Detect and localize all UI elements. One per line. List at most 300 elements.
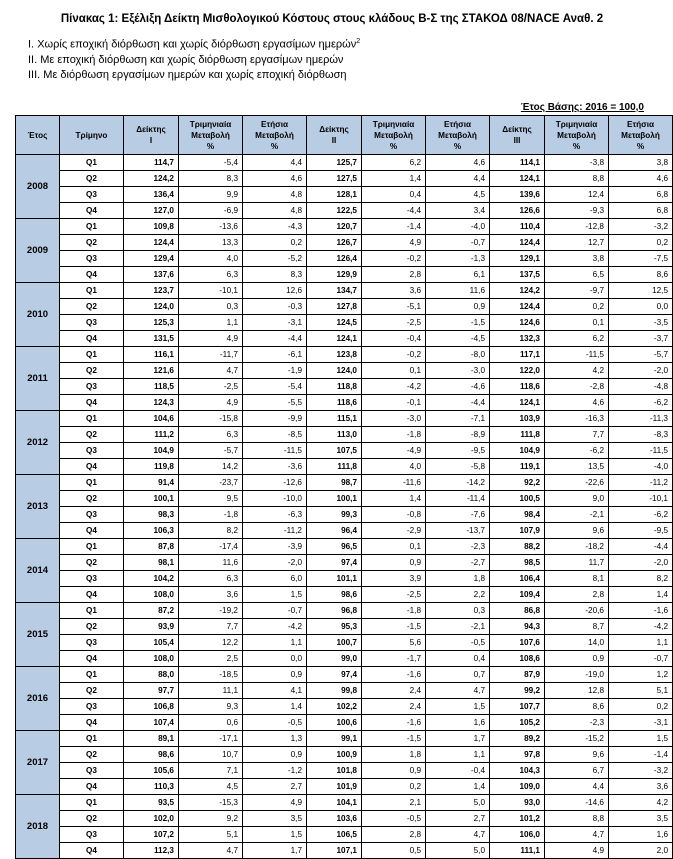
quarterly-change-1-cell: -10,1	[179, 283, 243, 299]
index-1-cell: 87,2	[124, 603, 179, 619]
table-row	[16, 843, 673, 859]
index-2-cell: 123,8	[307, 347, 362, 363]
index-3-cell: 129,1	[490, 251, 545, 267]
quarter-cell: Q1	[60, 795, 124, 811]
quarterly-change-1-cell: 9,3	[179, 699, 243, 715]
quarterly-change-1-cell: 7,1	[179, 763, 243, 779]
quarterly-change-3-cell: 0,1	[545, 315, 609, 331]
year-cell: 2015	[16, 603, 60, 667]
quarter-cell: Q4	[60, 715, 124, 731]
index-3-cell: 92,2	[490, 475, 545, 491]
quarterly-change-2-cell: -1,8	[362, 427, 426, 443]
quarter-cell: Q2	[60, 747, 124, 763]
index-3-cell: 104,9	[490, 443, 545, 459]
annual-change-3-cell: -6,2	[609, 395, 673, 411]
base-year-label: Έτος Βάσης: 2016 = 100,0	[520, 102, 644, 113]
annual-change-2-cell: 4,7	[426, 827, 490, 843]
quarter-cell: Q1	[60, 283, 124, 299]
index-3-cell: 106,0	[490, 827, 545, 843]
index-2-cell: 96,8	[307, 603, 362, 619]
quarter-cell: Q2	[60, 363, 124, 379]
annual-change-2-cell: 3,4	[426, 203, 490, 219]
annual-change-1-cell: -6,3	[243, 507, 307, 523]
index-2-cell: 98,7	[307, 475, 362, 491]
quarterly-change-2-cell: 0,5	[362, 843, 426, 859]
quarterly-change-3-cell: 6,2	[545, 331, 609, 347]
quarterly-change-1-cell: -18,5	[179, 667, 243, 683]
index-3-cell: 93,0	[490, 795, 545, 811]
quarterly-change-3-cell: 12,4	[545, 187, 609, 203]
quarter-cell: Q2	[60, 235, 124, 251]
quarter-cell: Q4	[60, 651, 124, 667]
header-annual-change-2: Ετήσια Μεταβολή %	[426, 116, 490, 155]
index-3-cell: 124,1	[490, 395, 545, 411]
quarterly-change-2-cell: 3,9	[362, 571, 426, 587]
quarter-cell: Q3	[60, 635, 124, 651]
index-2-cell: 106,5	[307, 827, 362, 843]
index-2-cell: 129,9	[307, 267, 362, 283]
annual-change-1-cell: -4,3	[243, 219, 307, 235]
table-row	[16, 667, 673, 683]
index-1-cell: 97,7	[124, 683, 179, 699]
index-3-cell: 101,2	[490, 811, 545, 827]
year-cell: 2011	[16, 347, 60, 411]
annual-change-2-cell: 4,6	[426, 155, 490, 171]
quarterly-change-3-cell: 8,8	[545, 171, 609, 187]
annual-change-1-cell: 8,3	[243, 267, 307, 283]
index-2-cell: 103,6	[307, 811, 362, 827]
index-3-cell: 87,9	[490, 667, 545, 683]
quarterly-change-3-cell: -6,2	[545, 443, 609, 459]
table-row	[16, 283, 673, 299]
annual-change-1-cell: -1,2	[243, 763, 307, 779]
annual-change-3-cell: 0,2	[609, 235, 673, 251]
annual-change-1-cell: -10,0	[243, 491, 307, 507]
quarterly-change-3-cell: -22,6	[545, 475, 609, 491]
quarterly-change-3-cell: 8,7	[545, 619, 609, 635]
quarter-cell: Q3	[60, 315, 124, 331]
index-3-cell: 139,6	[490, 187, 545, 203]
quarter-cell: Q3	[60, 571, 124, 587]
quarter-cell: Q4	[60, 267, 124, 283]
index-3-cell: 109,4	[490, 587, 545, 603]
quarterly-change-2-cell: -0,2	[362, 251, 426, 267]
table-row	[16, 155, 673, 171]
table-row	[16, 331, 673, 347]
annual-change-3-cell: -2,0	[609, 555, 673, 571]
index-2-cell: 96,5	[307, 539, 362, 555]
quarterly-change-2-cell: -0,8	[362, 507, 426, 523]
annual-change-2-cell: 1,7	[426, 731, 490, 747]
annual-change-2-cell: -8,0	[426, 347, 490, 363]
index-1-cell: 123,7	[124, 283, 179, 299]
quarterly-change-1-cell: 13,3	[179, 235, 243, 251]
annual-change-3-cell: -5,7	[609, 347, 673, 363]
annual-change-3-cell: 1,1	[609, 635, 673, 651]
quarterly-change-3-cell: -2,1	[545, 507, 609, 523]
annual-change-3-cell: 5,1	[609, 683, 673, 699]
annual-change-3-cell: -0,7	[609, 651, 673, 667]
annual-change-2-cell: 1,4	[426, 779, 490, 795]
table-row	[16, 443, 673, 459]
index-2-cell: 99,1	[307, 731, 362, 747]
table-row	[16, 651, 673, 667]
index-3-cell: 86,8	[490, 603, 545, 619]
annual-change-1-cell: 4,4	[243, 155, 307, 171]
annual-change-1-cell: 1,5	[243, 827, 307, 843]
table-row	[16, 795, 673, 811]
header-row	[16, 116, 673, 155]
index-2-cell: 124,1	[307, 331, 362, 347]
quarterly-change-1-cell: -13,6	[179, 219, 243, 235]
annual-change-3-cell: -11,2	[609, 475, 673, 491]
table-row	[16, 347, 673, 363]
header-quarterly-change-2: Τριμηνιαία Μεταβολή %	[362, 116, 426, 155]
table-row	[16, 203, 673, 219]
note-item	[28, 34, 360, 53]
annual-change-2-cell: -4,6	[426, 379, 490, 395]
quarterly-change-1-cell: -2,5	[179, 379, 243, 395]
annual-change-3-cell: -3,2	[609, 219, 673, 235]
quarter-cell: Q2	[60, 619, 124, 635]
index-1-cell: 105,6	[124, 763, 179, 779]
table-row	[16, 779, 673, 795]
annual-change-2-cell: 2,2	[426, 587, 490, 603]
index-2-cell: 127,8	[307, 299, 362, 315]
quarterly-change-2-cell: -2,5	[362, 587, 426, 603]
quarterly-change-3-cell: 13,5	[545, 459, 609, 475]
quarterly-change-3-cell: 6,5	[545, 267, 609, 283]
quarter-cell: Q4	[60, 843, 124, 859]
index-1-cell: 87,8	[124, 539, 179, 555]
table-row	[16, 171, 673, 187]
index-1-cell: 91,4	[124, 475, 179, 491]
table-row	[16, 555, 673, 571]
table-row	[16, 683, 673, 699]
quarterly-change-1-cell: 9,9	[179, 187, 243, 203]
year-cell: 2017	[16, 731, 60, 795]
quarterly-change-2-cell: 2,4	[362, 699, 426, 715]
quarterly-change-3-cell: 8,1	[545, 571, 609, 587]
index-3-cell: 100,5	[490, 491, 545, 507]
header-annual-change-1: Ετήσια Μεταβολή %	[243, 116, 307, 155]
quarterly-change-1-cell: 8,3	[179, 171, 243, 187]
quarterly-change-1-cell: -6,9	[179, 203, 243, 219]
annual-change-2-cell: 1,5	[426, 699, 490, 715]
year-cell: 2018	[16, 795, 60, 859]
quarterly-change-2-cell: -1,8	[362, 603, 426, 619]
index-1-cell: 129,4	[124, 251, 179, 267]
annual-change-3-cell: 12,5	[609, 283, 673, 299]
index-1-cell: 112,3	[124, 843, 179, 859]
quarterly-change-2-cell: -1,5	[362, 731, 426, 747]
index-1-cell: 131,5	[124, 331, 179, 347]
index-3-cell: 132,3	[490, 331, 545, 347]
annual-change-1-cell: 0,2	[243, 235, 307, 251]
annual-change-3-cell: -4,4	[609, 539, 673, 555]
quarterly-change-1-cell: 14,2	[179, 459, 243, 475]
index-1-cell: 106,8	[124, 699, 179, 715]
index-3-cell: 97,8	[490, 747, 545, 763]
note-number: III.	[28, 68, 41, 81]
quarterly-change-1-cell: 6,3	[179, 267, 243, 283]
quarterly-change-3-cell: -19,0	[545, 667, 609, 683]
index-3-cell: 88,2	[490, 539, 545, 555]
quarterly-change-1-cell: 3,6	[179, 587, 243, 603]
annual-change-1-cell: -5,2	[243, 251, 307, 267]
quarterly-change-3-cell: 0,2	[545, 299, 609, 315]
index-3-cell: 107,9	[490, 523, 545, 539]
quarterly-change-1-cell: 2,5	[179, 651, 243, 667]
annual-change-1-cell: 0,9	[243, 747, 307, 763]
annual-change-1-cell: -12,6	[243, 475, 307, 491]
index-2-cell: 98,6	[307, 587, 362, 603]
annual-change-2-cell: 0,9	[426, 299, 490, 315]
quarterly-change-2-cell: 2,8	[362, 827, 426, 843]
annual-change-3-cell: 1,4	[609, 587, 673, 603]
annual-change-3-cell: 3,8	[609, 155, 673, 171]
quarterly-change-3-cell: -9,7	[545, 283, 609, 299]
annual-change-3-cell: 0,2	[609, 699, 673, 715]
index-2-cell: 126,4	[307, 251, 362, 267]
quarterly-change-3-cell: 4,2	[545, 363, 609, 379]
quarterly-change-3-cell: 7,7	[545, 427, 609, 443]
note-item	[28, 68, 360, 83]
index-1-cell: 88,0	[124, 667, 179, 683]
index-2-cell: 100,6	[307, 715, 362, 731]
annual-change-1-cell: -11,5	[243, 443, 307, 459]
annual-change-1-cell: -9,9	[243, 411, 307, 427]
index-3-cell: 117,1	[490, 347, 545, 363]
header-quarterly-change-3: Τριμηνιαία Μεταβολή %	[545, 116, 609, 155]
quarterly-change-2-cell: -11,6	[362, 475, 426, 491]
quarterly-change-2-cell: -0,4	[362, 331, 426, 347]
index-3-cell: 119,1	[490, 459, 545, 475]
quarterly-change-2-cell: -0,1	[362, 395, 426, 411]
quarterly-change-2-cell: -2,9	[362, 523, 426, 539]
quarterly-change-1-cell: 6,3	[179, 427, 243, 443]
quarterly-change-1-cell: -17,1	[179, 731, 243, 747]
annual-change-3-cell: 1,6	[609, 827, 673, 843]
annual-change-2-cell: -11,4	[426, 491, 490, 507]
quarter-cell: Q4	[60, 395, 124, 411]
annual-change-3-cell: -11,3	[609, 411, 673, 427]
quarterly-change-2-cell: -4,4	[362, 203, 426, 219]
quarterly-change-2-cell: 2,8	[362, 267, 426, 283]
annual-change-1-cell: 0,9	[243, 667, 307, 683]
annual-change-2-cell: -7,1	[426, 411, 490, 427]
header-annual-change-3: Ετήσια Μεταβολή %	[609, 116, 673, 155]
index-1-cell: 106,3	[124, 523, 179, 539]
index-3-cell: 124,1	[490, 171, 545, 187]
quarterly-change-1-cell: 0,3	[179, 299, 243, 315]
quarterly-change-1-cell: 6,3	[179, 571, 243, 587]
annual-change-2-cell: -8,9	[426, 427, 490, 443]
quarterly-change-3-cell: 6,7	[545, 763, 609, 779]
index-2-cell: 100,7	[307, 635, 362, 651]
index-2-cell: 118,8	[307, 379, 362, 395]
index-3-cell: 126,6	[490, 203, 545, 219]
index-1-cell: 108,0	[124, 651, 179, 667]
annual-change-2-cell: -0,4	[426, 763, 490, 779]
index-3-cell: 103,9	[490, 411, 545, 427]
table-row	[16, 411, 673, 427]
quarterly-change-1-cell: 9,5	[179, 491, 243, 507]
index-2-cell: 118,6	[307, 395, 362, 411]
annual-change-3-cell: 4,6	[609, 171, 673, 187]
quarterly-change-2-cell: -4,2	[362, 379, 426, 395]
index-1-cell: 124,0	[124, 299, 179, 315]
quarter-cell: Q3	[60, 443, 124, 459]
quarterly-change-2-cell: 0,9	[362, 763, 426, 779]
annual-change-2-cell: 2,7	[426, 811, 490, 827]
index-2-cell: 124,0	[307, 363, 362, 379]
quarterly-change-3-cell: -14,6	[545, 795, 609, 811]
table-row	[16, 587, 673, 603]
quarterly-change-3-cell: 4,6	[545, 395, 609, 411]
quarterly-change-2-cell: 0,9	[362, 555, 426, 571]
quarterly-change-2-cell: 1,8	[362, 747, 426, 763]
quarterly-change-1-cell: -11,7	[179, 347, 243, 363]
quarter-cell: Q4	[60, 779, 124, 795]
quarterly-change-3-cell: -16,3	[545, 411, 609, 427]
annual-change-2-cell: 0,7	[426, 667, 490, 683]
annual-change-1-cell: -1,9	[243, 363, 307, 379]
index-1-cell: 109,8	[124, 219, 179, 235]
year-cell: 2010	[16, 283, 60, 347]
quarterly-change-2-cell: 0,2	[362, 779, 426, 795]
quarter-cell: Q1	[60, 411, 124, 427]
annual-change-2-cell: 0,4	[426, 651, 490, 667]
quarterly-change-3-cell: 4,9	[545, 843, 609, 859]
annual-change-3-cell: -4,0	[609, 459, 673, 475]
index-3-cell: 104,3	[490, 763, 545, 779]
index-table	[15, 115, 673, 859]
annual-change-2-cell: -2,1	[426, 619, 490, 635]
quarter-cell: Q1	[60, 219, 124, 235]
index-1-cell: 114,7	[124, 155, 179, 171]
annual-change-1-cell: -0,5	[243, 715, 307, 731]
annual-change-1-cell: -3,6	[243, 459, 307, 475]
annual-change-1-cell: -11,2	[243, 523, 307, 539]
annual-change-1-cell: 1,7	[243, 843, 307, 859]
annual-change-3-cell: -10,1	[609, 491, 673, 507]
index-1-cell: 98,1	[124, 555, 179, 571]
note-text: Με διόρθωση εργασίμων ημερών και χωρίς εποχική διόρθωση	[43, 68, 347, 81]
index-1-cell: 104,9	[124, 443, 179, 459]
annual-change-3-cell: 0,0	[609, 299, 673, 315]
annual-change-2-cell: -13,7	[426, 523, 490, 539]
index-3-cell: 110,4	[490, 219, 545, 235]
annual-change-1-cell: 4,9	[243, 795, 307, 811]
annual-change-2-cell: -4,4	[426, 395, 490, 411]
index-3-cell: 108,6	[490, 651, 545, 667]
annual-change-3-cell: 3,6	[609, 779, 673, 795]
year-cell: 2014	[16, 539, 60, 603]
table-row	[16, 395, 673, 411]
quarterly-change-2-cell: -2,5	[362, 315, 426, 331]
quarterly-change-2-cell: 3,6	[362, 283, 426, 299]
annual-change-1-cell: -5,5	[243, 395, 307, 411]
quarterly-change-3-cell: -18,2	[545, 539, 609, 555]
index-3-cell: 118,6	[490, 379, 545, 395]
quarter-cell: Q2	[60, 171, 124, 187]
quarter-cell: Q3	[60, 699, 124, 715]
index-2-cell: 125,7	[307, 155, 362, 171]
annual-change-2-cell: 1,8	[426, 571, 490, 587]
table-row	[16, 539, 673, 555]
index-2-cell: 97,4	[307, 555, 362, 571]
annual-change-1-cell: -2,0	[243, 555, 307, 571]
quarterly-change-1-cell: -5,4	[179, 155, 243, 171]
annual-change-1-cell: 4,8	[243, 203, 307, 219]
header-index-3: Δείκτης III	[490, 116, 545, 155]
quarterly-change-2-cell: -1,6	[362, 715, 426, 731]
quarterly-change-2-cell: -1,6	[362, 667, 426, 683]
header-quarter: Τρίμηνο	[60, 116, 124, 155]
index-2-cell: 100,9	[307, 747, 362, 763]
index-2-cell: 127,5	[307, 171, 362, 187]
annual-change-2-cell: 4,4	[426, 171, 490, 187]
quarterly-change-3-cell: 12,7	[545, 235, 609, 251]
quarter-cell: Q4	[60, 203, 124, 219]
quarterly-change-2-cell: -5,1	[362, 299, 426, 315]
index-1-cell: 118,5	[124, 379, 179, 395]
annual-change-1-cell: -3,1	[243, 315, 307, 331]
quarterly-change-1-cell: -23,7	[179, 475, 243, 491]
quarterly-change-2-cell: 4,9	[362, 235, 426, 251]
quarterly-change-3-cell: 4,7	[545, 827, 609, 843]
quarterly-change-2-cell: -1,4	[362, 219, 426, 235]
table-body	[16, 155, 673, 859]
index-3-cell: 89,2	[490, 731, 545, 747]
annual-change-3-cell: -11,5	[609, 443, 673, 459]
table-row	[16, 235, 673, 251]
note-number: I.	[28, 38, 35, 51]
index-3-cell: 124,6	[490, 315, 545, 331]
quarterly-change-2-cell: 4,0	[362, 459, 426, 475]
index-2-cell: 111,8	[307, 459, 362, 475]
quarterly-change-1-cell: 12,2	[179, 635, 243, 651]
index-1-cell: 124,4	[124, 235, 179, 251]
annual-change-3-cell: -7,5	[609, 251, 673, 267]
quarterly-change-1-cell: -19,2	[179, 603, 243, 619]
annual-change-3-cell: -8,3	[609, 427, 673, 443]
annual-change-2-cell: -0,5	[426, 635, 490, 651]
index-3-cell: 137,5	[490, 267, 545, 283]
notes-list	[28, 34, 360, 83]
annual-change-3-cell: -1,4	[609, 747, 673, 763]
index-1-cell: 89,1	[124, 731, 179, 747]
annual-change-1-cell: 2,7	[243, 779, 307, 795]
quarter-cell: Q4	[60, 587, 124, 603]
table-row	[16, 763, 673, 779]
quarterly-change-1-cell: 7,7	[179, 619, 243, 635]
index-1-cell: 111,2	[124, 427, 179, 443]
quarterly-change-1-cell: 4,0	[179, 251, 243, 267]
table-row	[16, 219, 673, 235]
annual-change-1-cell: 12,6	[243, 283, 307, 299]
quarterly-change-3-cell: -2,3	[545, 715, 609, 731]
annual-change-2-cell: -1,5	[426, 315, 490, 331]
quarterly-change-2-cell: 2,4	[362, 683, 426, 699]
index-2-cell: 96,4	[307, 523, 362, 539]
quarter-cell: Q2	[60, 811, 124, 827]
quarterly-change-1-cell: 4,7	[179, 363, 243, 379]
index-1-cell: 107,2	[124, 827, 179, 843]
table-title: Πίνακας 1: Εξέλιξη Δείκτη Μισθολογικού Κόστους στους κλάδους Β-Σ της ΣΤΑΚΟΔ 08/NACE Αναθ. 2	[60, 13, 604, 25]
table-row	[16, 619, 673, 635]
